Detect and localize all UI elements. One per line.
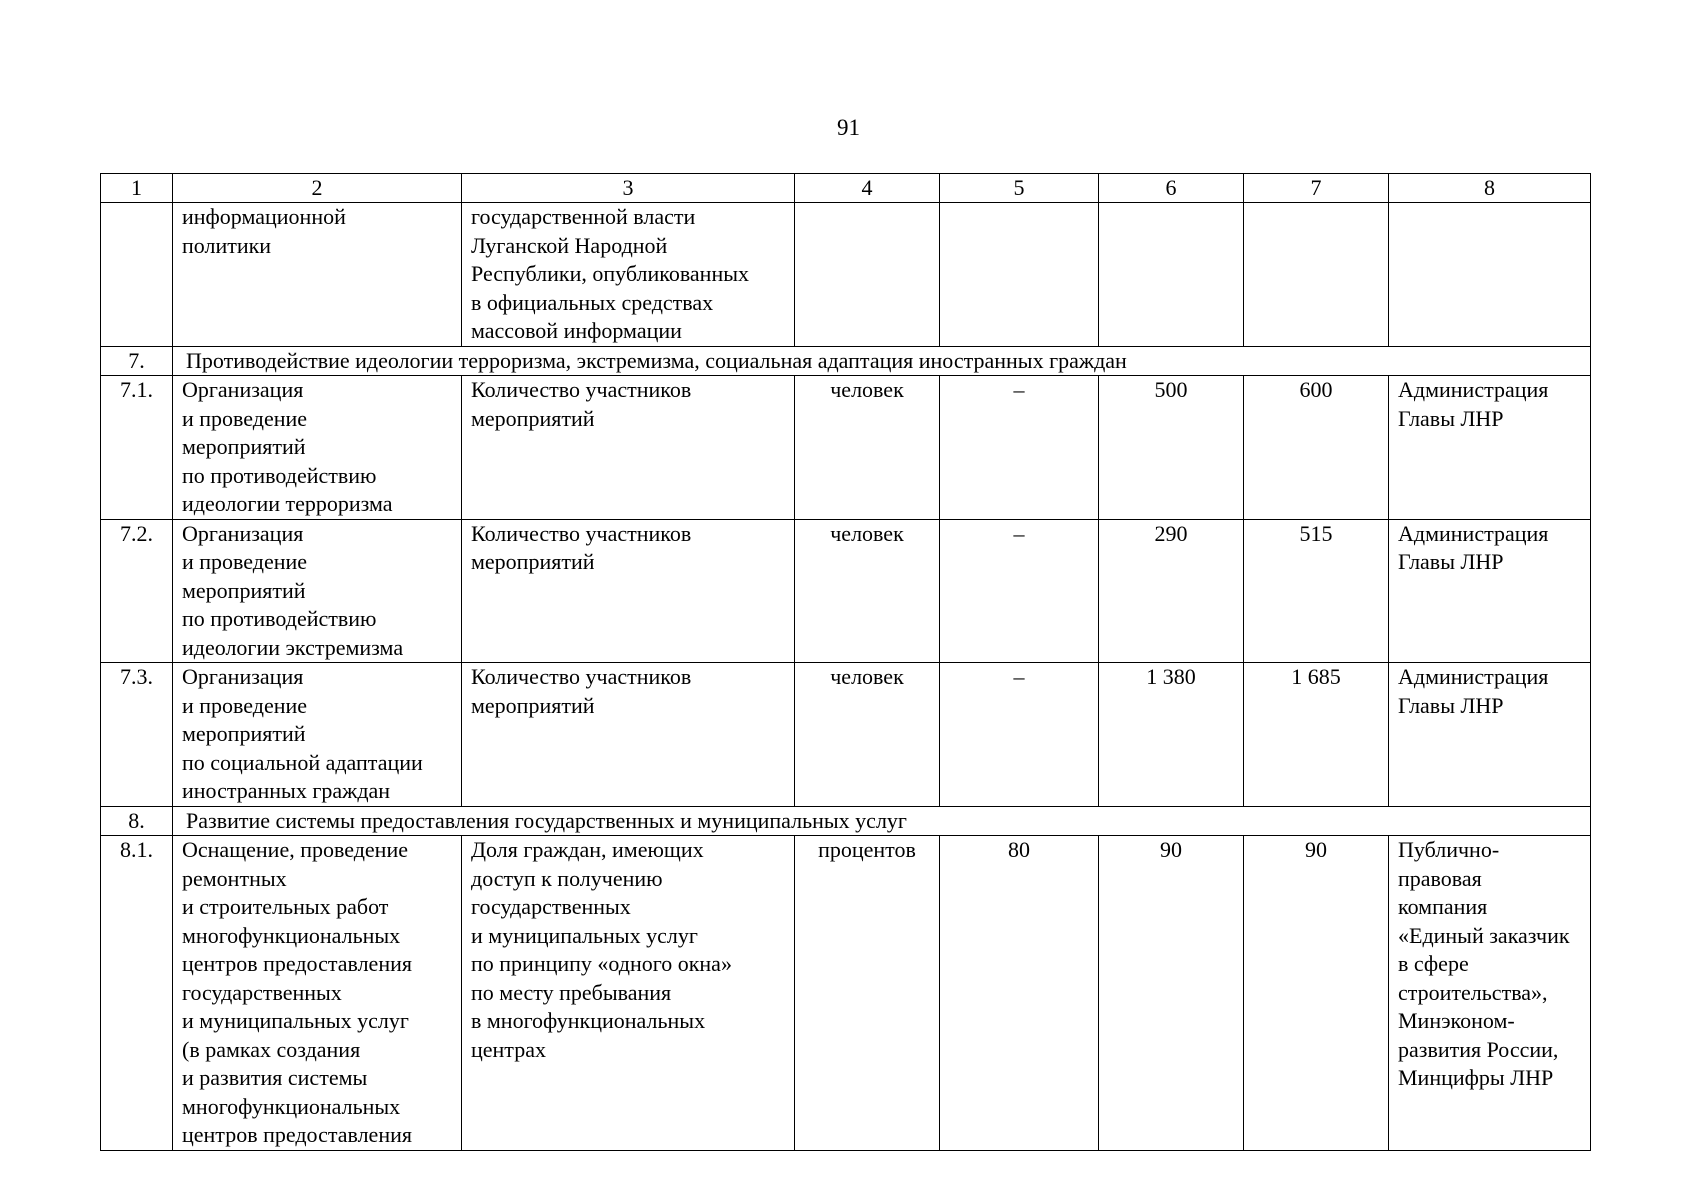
unit-cell: человек [795, 519, 940, 663]
row-number-cell: 7.2. [101, 519, 173, 663]
section-title: Противодействие идеологии терроризма, экстремизма, социальная адаптация иностранных граждан [173, 346, 1591, 376]
value-cell: 90 [1244, 836, 1389, 1151]
value-cell: – [940, 376, 1099, 520]
responsible-cell: Администрация Главы ЛНР [1389, 519, 1591, 663]
indicator-cell: Количество участников мероприятий [462, 376, 795, 520]
section-number: 8. [101, 806, 173, 836]
value-cell: 600 [1244, 376, 1389, 520]
table-row [101, 519, 1591, 663]
responsible-cell [1389, 203, 1591, 347]
section-row-7 [101, 346, 1591, 376]
event-cell: информационной политики [173, 203, 462, 347]
indicators-table [100, 173, 1591, 1151]
section-title: Развитие системы предоставления государственных и муниципальных услуг [173, 806, 1591, 836]
column-number: 4 [795, 174, 940, 203]
event-cell: Организация и проведение мероприятий по противодействию идеологии экстремизма [173, 519, 462, 663]
indicator-cell: Количество участников мероприятий [462, 663, 795, 807]
column-number: 6 [1099, 174, 1244, 203]
row-number-cell [101, 203, 173, 347]
value-cell: 515 [1244, 519, 1389, 663]
section-row-8 [101, 806, 1591, 836]
event-cell: Организация и проведение мероприятий по противодействию идеологии терроризма [173, 376, 462, 520]
value-cell: 90 [1099, 836, 1244, 1151]
unit-cell: человек [795, 663, 940, 807]
indicator-cell: Количество участников мероприятий [462, 519, 795, 663]
page-number: 91 [837, 115, 860, 140]
value-cell [1099, 203, 1244, 347]
row-number-cell: 8.1. [101, 836, 173, 1151]
value-cell [940, 203, 1099, 347]
indicator-cell: Доля граждан, имеющих доступ к получению государственных и муниципальных услуг по принципу «одного окна» по месту пребывания в многофункциональных центрах [462, 836, 795, 1151]
indicator-cell: государственной власти Луганской Народной Республики, опубликованных в официальных средствах массовой информации [462, 203, 795, 347]
column-number: 2 [173, 174, 462, 203]
column-number-row [101, 174, 1591, 203]
column-number: 1 [101, 174, 173, 203]
value-cell: 290 [1099, 519, 1244, 663]
value-cell: 1 685 [1244, 663, 1389, 807]
value-cell: – [940, 663, 1099, 807]
value-cell: 500 [1099, 376, 1244, 520]
table-row-continued [101, 203, 1591, 347]
row-number-cell: 7.3. [101, 663, 173, 807]
column-number: 7 [1244, 174, 1389, 203]
event-cell: Оснащение, проведение ремонтных и строительных работ многофункциональных центров предоставления государственных и муниципальных услуг (в рамках создания и развития системы многофункциональных центров предоставления [173, 836, 462, 1151]
column-number: 3 [462, 174, 795, 203]
table-row [101, 663, 1591, 807]
value-cell [1244, 203, 1389, 347]
responsible-cell: Администрация Главы ЛНР [1389, 376, 1591, 520]
section-number: 7. [101, 346, 173, 376]
responsible-cell: Публично- правовая компания «Единый заказчик в сфере строительства», Минэконом- развития России, Минцифры ЛНР [1389, 836, 1591, 1151]
responsible-cell: Администрация Главы ЛНР [1389, 663, 1591, 807]
event-cell: Организация и проведение мероприятий по социальной адаптации иностранных граждан [173, 663, 462, 807]
unit-cell: человек [795, 376, 940, 520]
value-cell: 80 [940, 836, 1099, 1151]
table-row [101, 376, 1591, 520]
unit-cell: процентов [795, 836, 940, 1151]
table-row [101, 836, 1591, 1151]
value-cell: – [940, 519, 1099, 663]
column-number: 5 [940, 174, 1099, 203]
column-number: 8 [1389, 174, 1591, 203]
row-number-cell: 7.1. [101, 376, 173, 520]
unit-cell [795, 203, 940, 347]
value-cell: 1 380 [1099, 663, 1244, 807]
